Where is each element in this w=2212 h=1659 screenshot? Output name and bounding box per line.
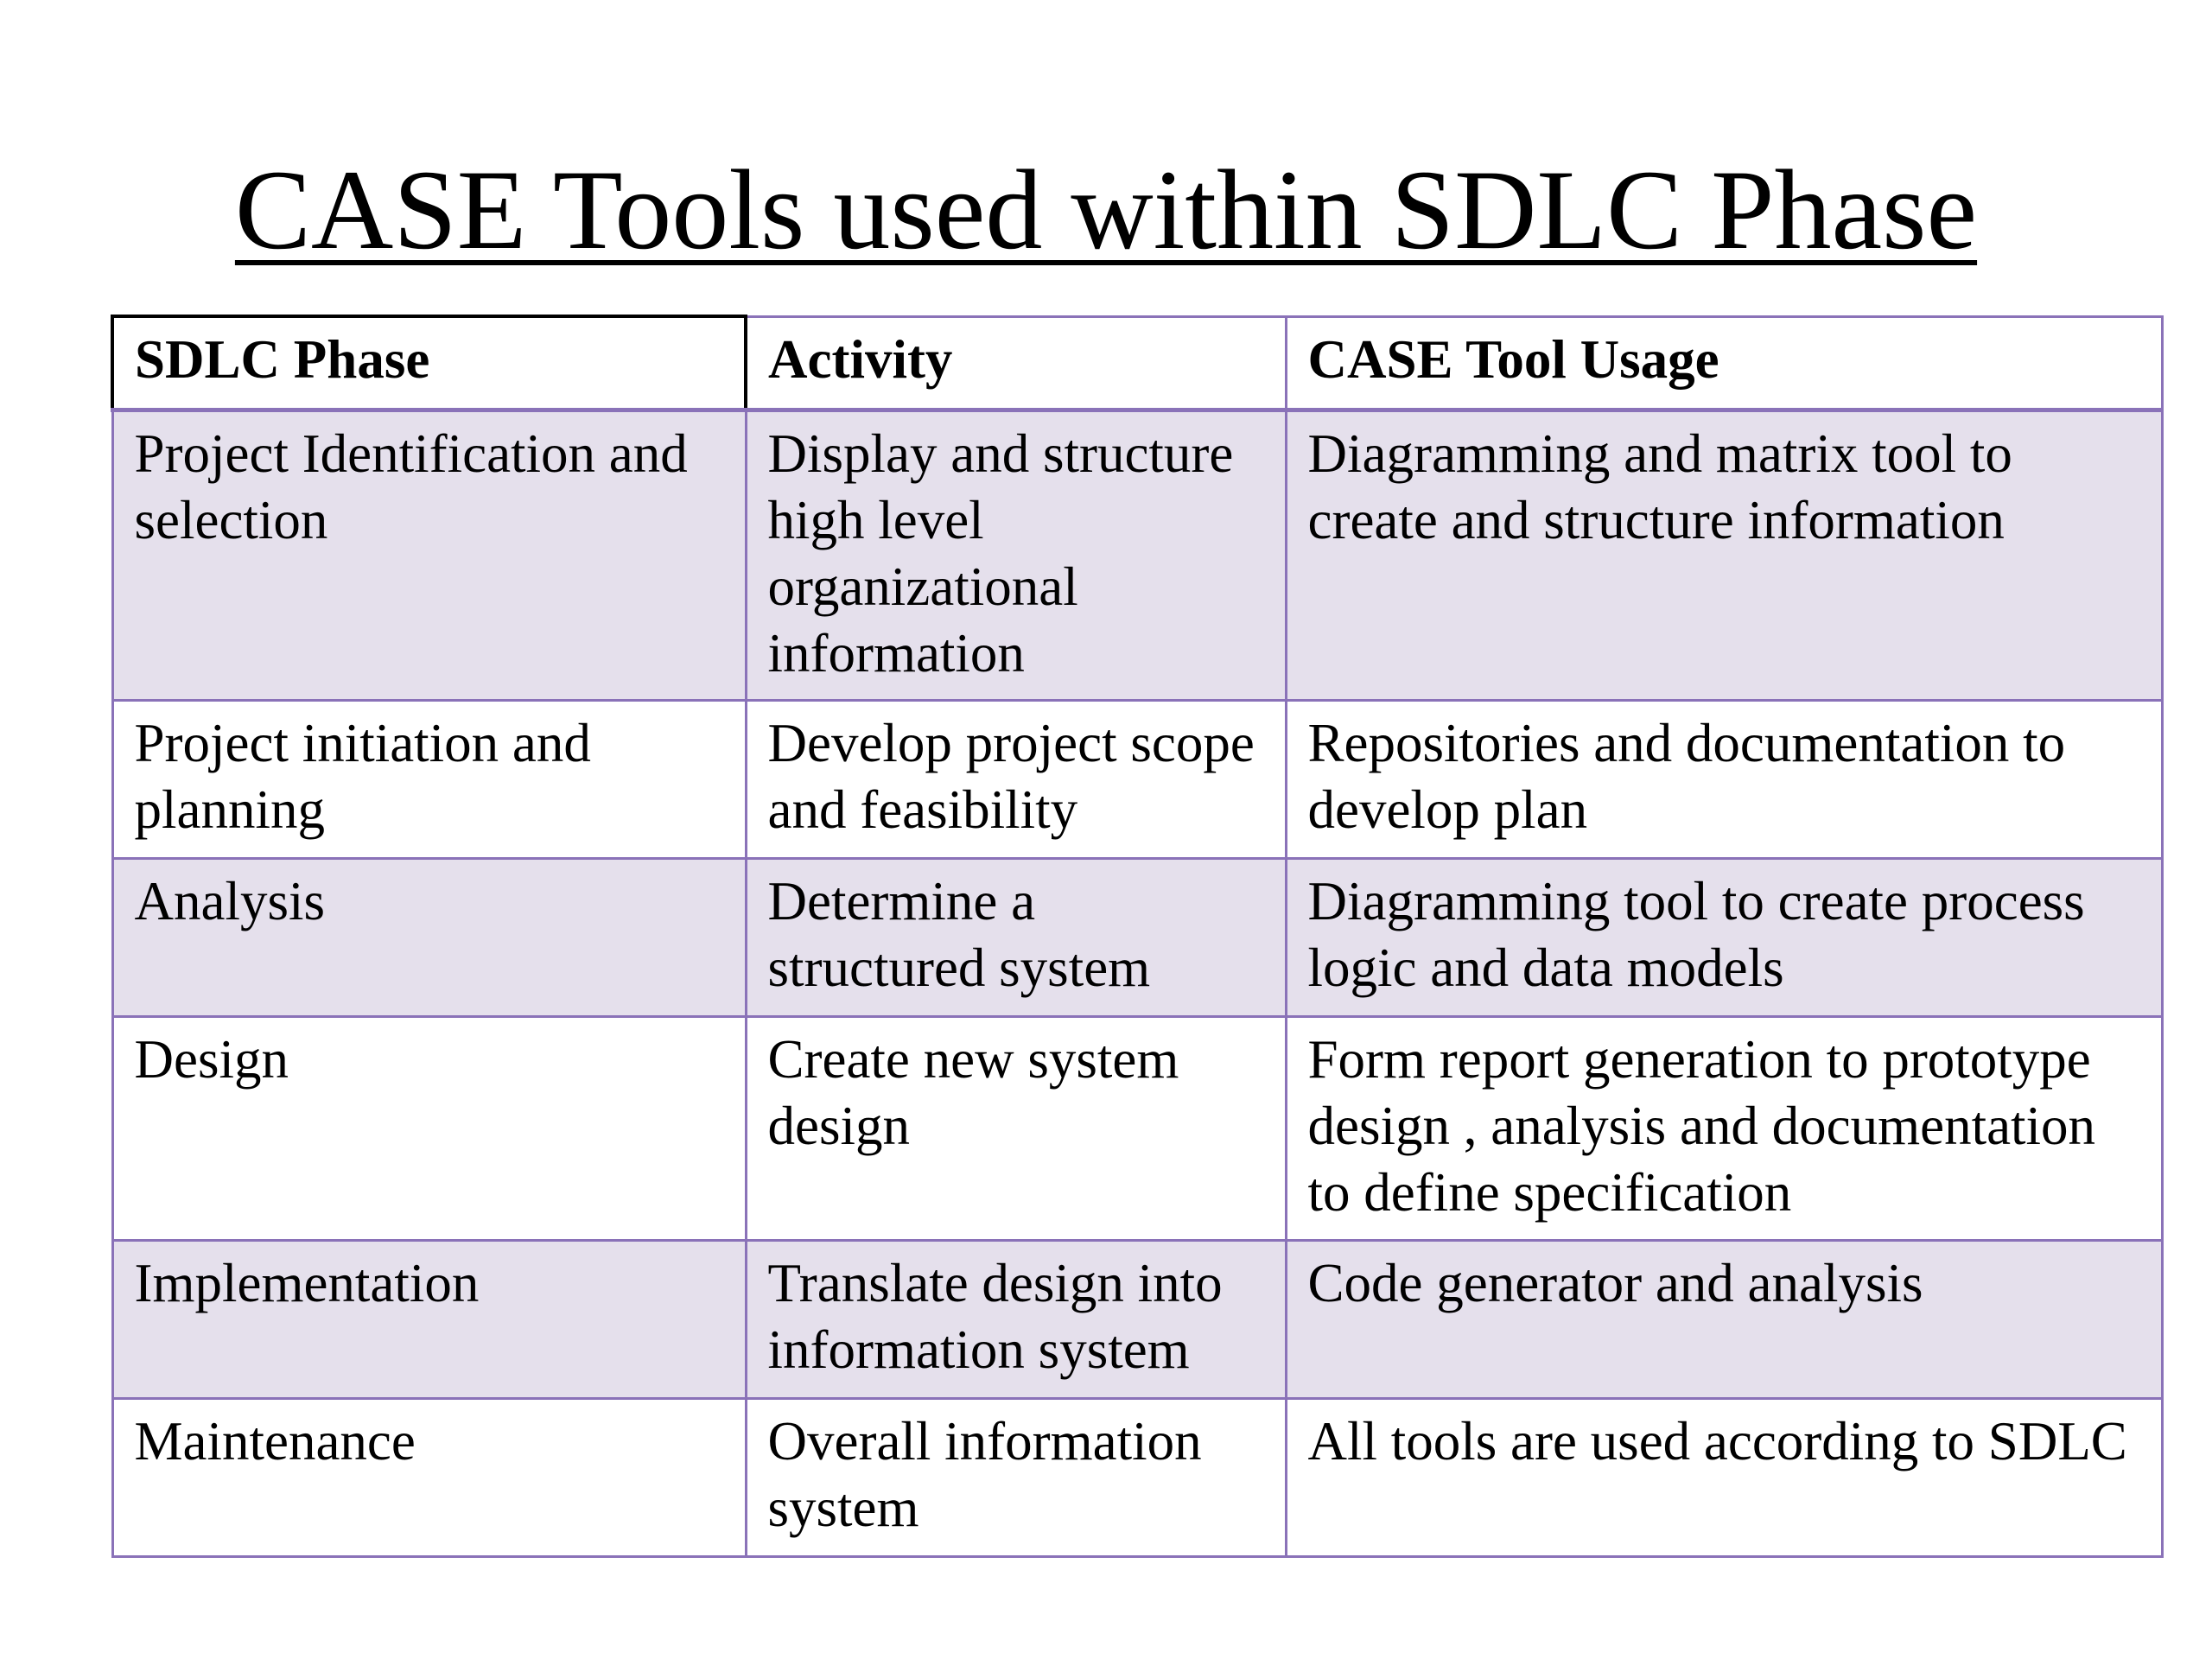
cell-activity: Display and structure high level organizational information	[746, 410, 1286, 701]
cell-tool-usage: All tools are used according to SDLC	[1286, 1399, 2162, 1557]
cell-tool-usage: Code generator and analysis	[1286, 1241, 2162, 1399]
cell-tool-usage: Form report generation to prototype design , analysis and documentation to define specification	[1286, 1017, 2162, 1241]
table-row	[112, 1241, 2162, 1399]
cell-phase: Maintenance	[112, 1399, 746, 1557]
table-row	[112, 1017, 2162, 1241]
header-activity: Activity	[746, 316, 1286, 410]
cell-activity: Determine a structured system	[746, 859, 1286, 1017]
sdlc-table	[111, 315, 2164, 1558]
cell-tool-usage: Diagramming tool to create process logic and data models	[1286, 859, 2162, 1017]
cell-phase: Project Identification and selection	[112, 410, 746, 701]
cell-phase: Design	[112, 1017, 746, 1241]
table-row	[112, 701, 2162, 859]
header-case-tool-usage: CASE Tool Usage	[1286, 316, 2162, 410]
header-sdlc-phase: SDLC Phase	[112, 316, 746, 410]
cell-activity: Translate design into information system	[746, 1241, 1286, 1399]
cell-activity: Create new system design	[746, 1017, 1286, 1241]
slide-title: CASE Tools used within SDLC Phase	[234, 146, 1978, 273]
cell-tool-usage: Repositories and documentation to develop plan	[1286, 701, 2162, 859]
cell-activity: Overall information system	[746, 1399, 1286, 1557]
cell-phase: Analysis	[112, 859, 746, 1017]
cell-phase: Project initiation and planning	[112, 701, 746, 859]
table-row	[112, 859, 2162, 1017]
table-row	[112, 410, 2162, 701]
cell-tool-usage: Diagramming and matrix tool to create and structure information	[1286, 410, 2162, 701]
table-row	[112, 1399, 2162, 1557]
cell-phase: Implementation	[112, 1241, 746, 1399]
cell-activity: Develop project scope and feasibility	[746, 701, 1286, 859]
table-header-row	[112, 316, 2162, 410]
